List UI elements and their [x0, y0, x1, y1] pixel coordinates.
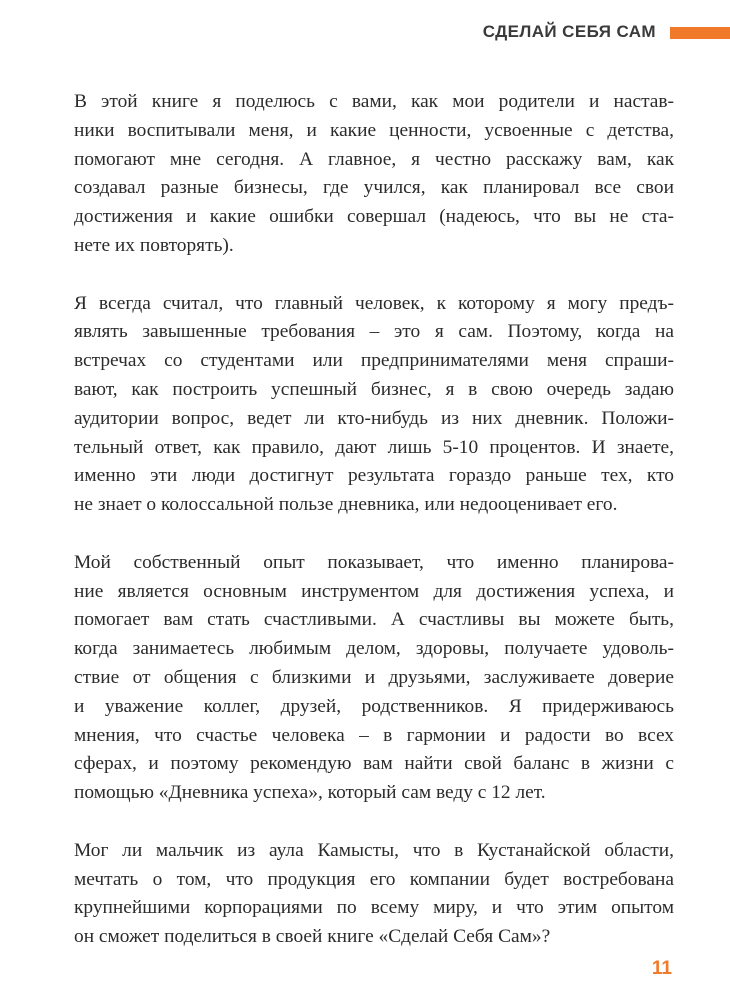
text-line: ние является основным инструментом для достижения успеха, и — [74, 580, 674, 602]
text-line: создавал разные бизнесы, где учился, как планировал все свои — [74, 177, 674, 199]
text-line: и уважение коллег, друзей, родственников. Я придерживаюсь — [74, 695, 674, 717]
header-accent-bar — [670, 27, 730, 39]
text-line: достижения и какие ошибки совершал (надеюсь, что вы не ста- — [74, 206, 674, 228]
text-line: когда занимаетесь любимым делом, здоровы, получаете удоволь- — [74, 638, 674, 660]
paragraph — [74, 837, 674, 952]
text-line: ствие от общения с близкими и друзьями, заслуживаете доверие — [74, 666, 674, 688]
text-line: аудитории вопрос, ведет ли кто-нибудь из них дневник. Положи- — [74, 407, 674, 429]
text-line: ники воспитывали меня, и какие ценности, усвоенные с детства, — [74, 119, 674, 141]
body-text — [74, 88, 674, 981]
text-line: помощью «Дневника успеха», который сам веду с 12 лет. — [74, 782, 546, 804]
paragraph — [74, 549, 674, 808]
text-line: он сможет поделиться в своей книге «Сделай Себя Сам»? — [74, 926, 551, 948]
text-line: помогает вам стать счастливыми. А счастливы вы можете быть, — [74, 609, 674, 631]
text-line: вают, как построить успешный бизнес, я в свою очередь задаю — [74, 378, 674, 400]
text-line: Я всегда считал, что главный человек, к которому я могу предъ- — [74, 292, 674, 314]
text-line: нете их повторять). — [74, 234, 234, 256]
page-number: 11 — [651, 958, 672, 979]
text-line: тельный ответ, как правило, дают лишь 5-10 процентов. И знаете, — [74, 436, 674, 458]
paragraph — [74, 88, 674, 261]
text-line: мечтать о том, что продукция его компании будет востребована — [74, 868, 674, 890]
text-line: не знает о колоссальной пользе дневника, или недооценивает его. — [74, 494, 618, 516]
text-line: мнения, что счастье человека – в гармонии и радости во всех — [74, 724, 674, 746]
text-line: именно эти люди достигнут результата гораздо раньше тех, кто — [74, 465, 674, 487]
text-line: сферах, и поэтому рекомендую вам найти свой баланс в жизни с — [74, 753, 674, 775]
paragraph — [74, 290, 674, 520]
text-line: В этой книге я поделюсь с вами, как мои родители и настав- — [74, 91, 674, 112]
text-line: крупнейшими корпорациями по всему миру, и что этим опытом — [74, 897, 674, 919]
text-line: Мог ли мальчик из аула Камысты, что в Кустанайской области, — [74, 839, 674, 861]
text-line: являть завышенные требования – это я сам. Поэтому, когда на — [74, 321, 674, 343]
running-header-title: СДЕЛАЙ СЕБЯ САМ — [482, 22, 656, 41]
text-line: встречах со студентами или предпринимателями меня спраши- — [74, 350, 674, 372]
text-line: Мой собственный опыт показывает, что именно планирова- — [74, 551, 674, 573]
text-line: помогают мне сегодня. А главное, я честно расскажу вам, как — [74, 148, 674, 170]
